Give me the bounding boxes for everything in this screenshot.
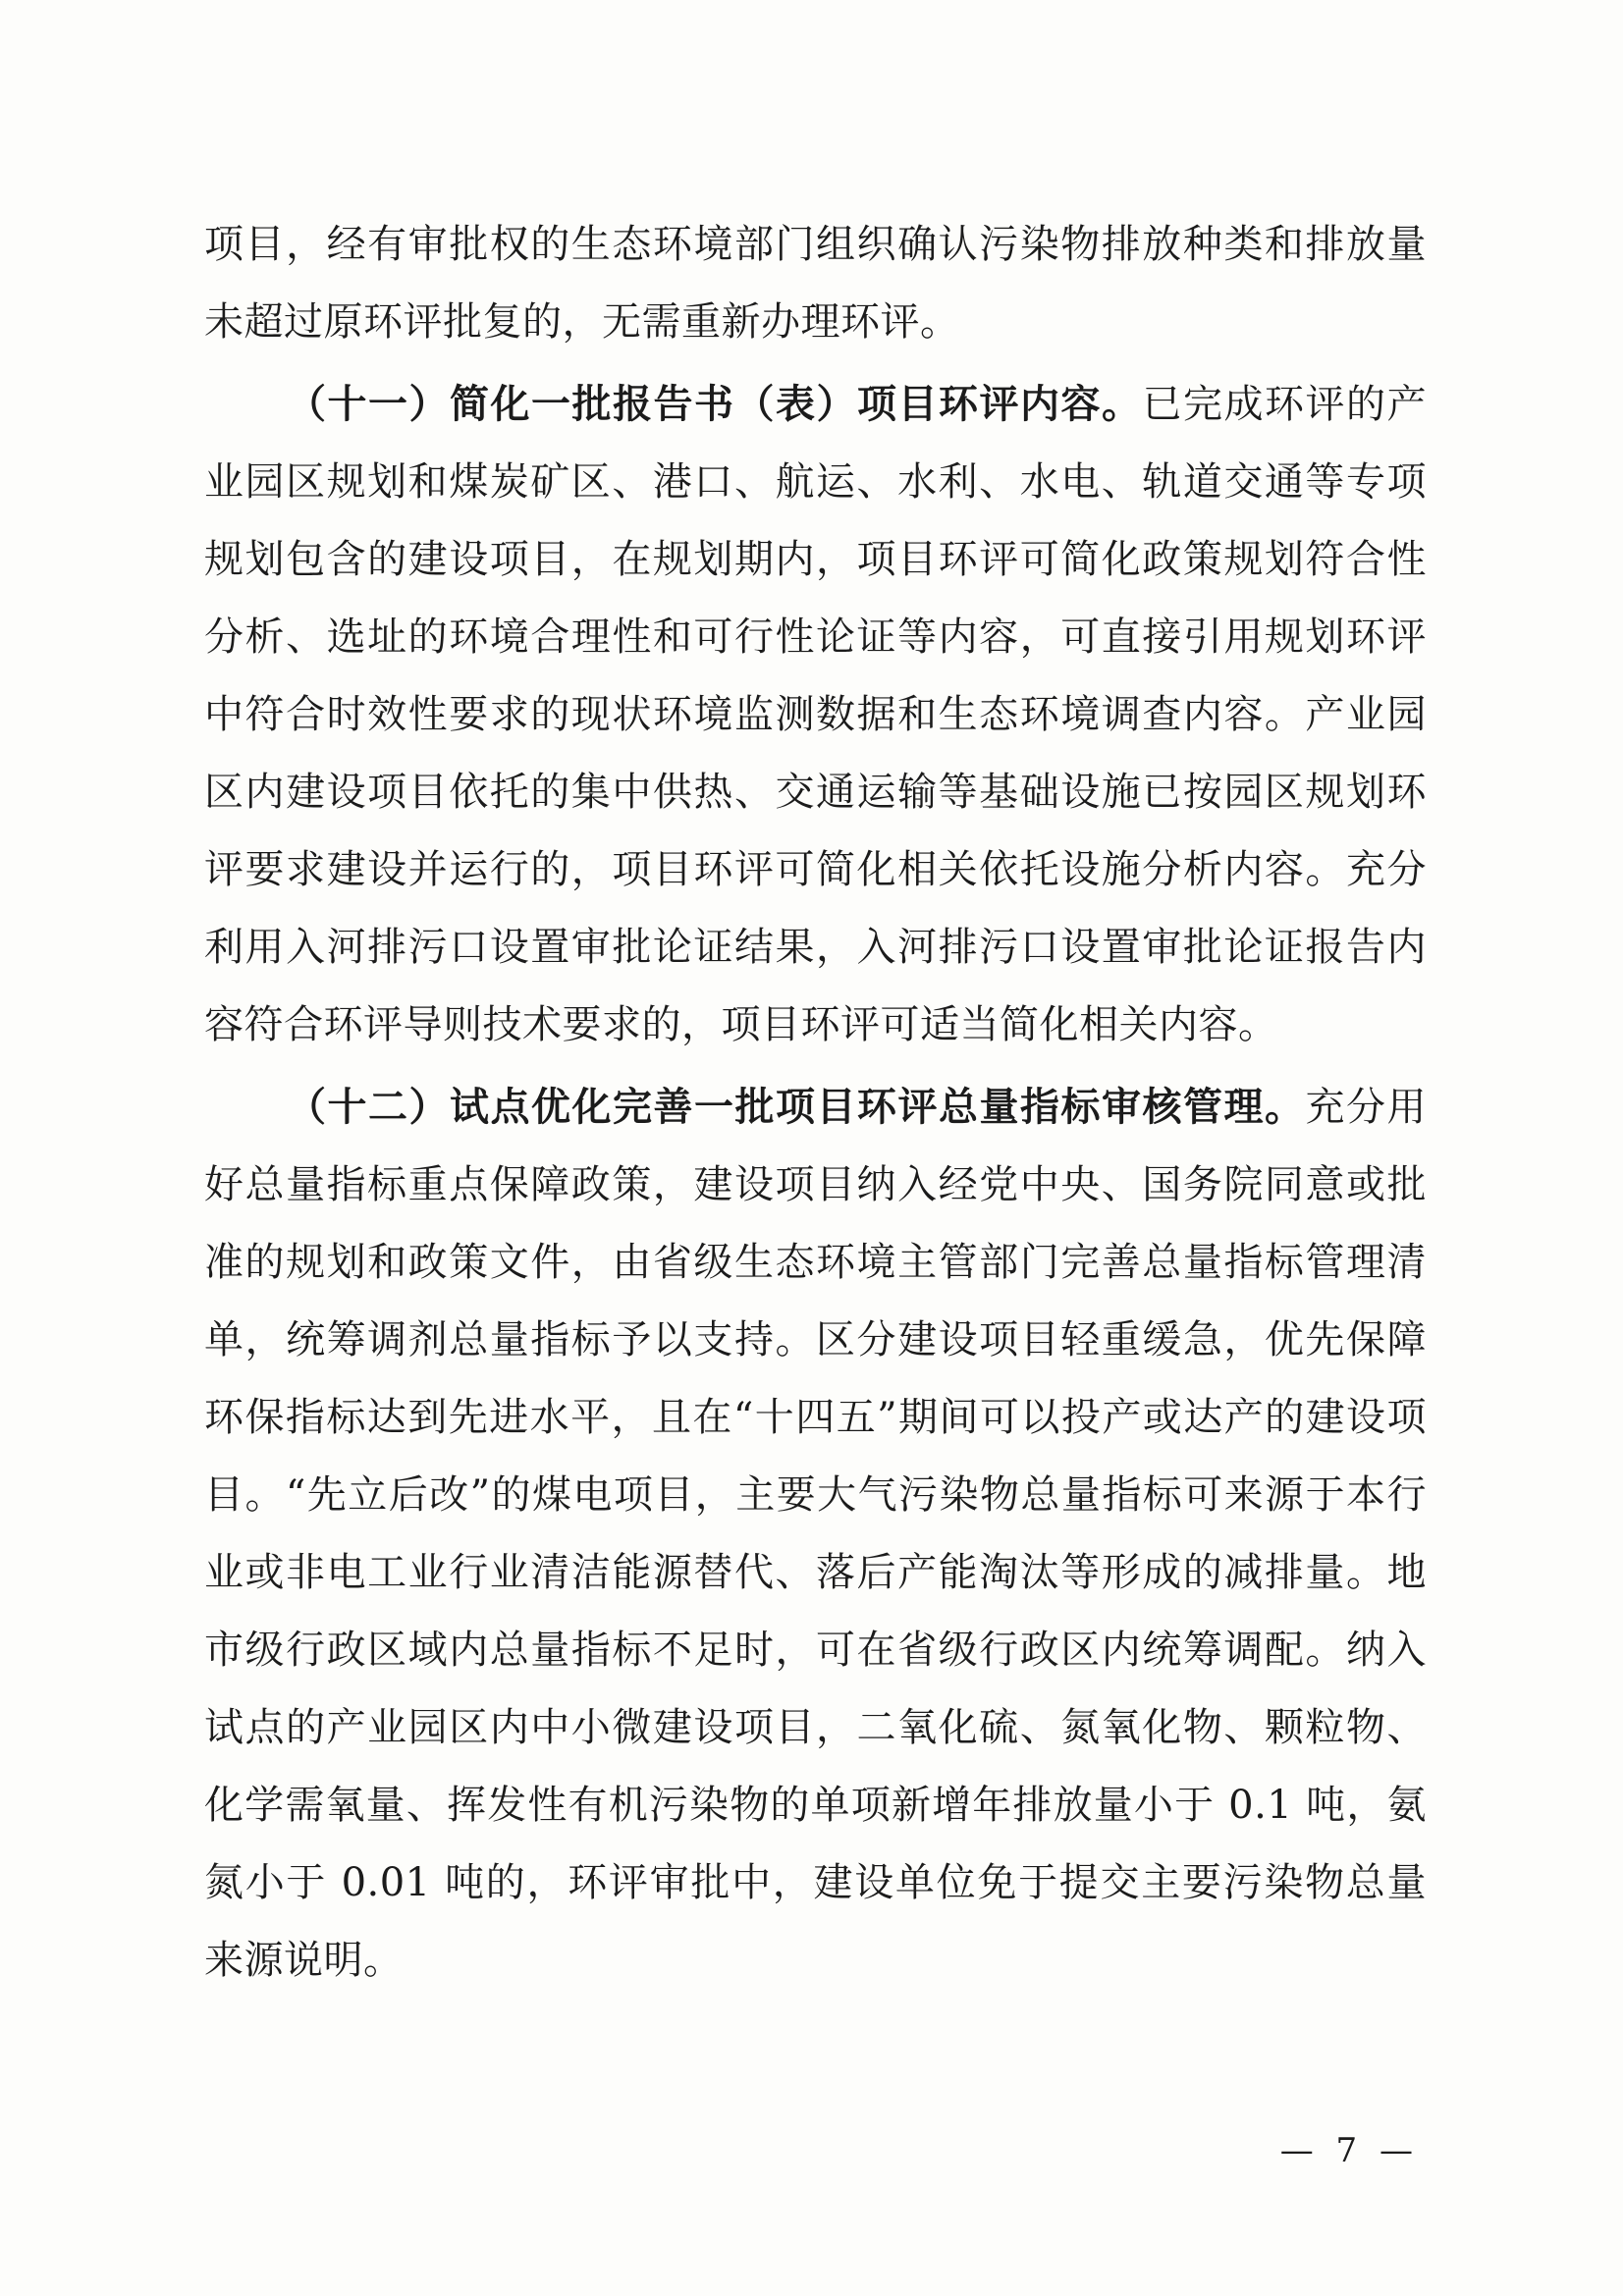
paragraph-item-eleven xyxy=(204,365,1427,1064)
paragraph-text: 项目，经有审批权的生态环境部门组织确认污染物排放种类和排放量未超过原环评批复的，无需重新办理环评。 xyxy=(204,222,1427,345)
paragraph-text: 充分用好总量指标重点保障政策，建设项目纳入经党中央、国务院同意或批准的规划和政策文件，由省级生态环境主管部门完善总量指标管理清单，统筹调剂总量指标予以支持。区分建设项目轻重缓急，优先保障环保指标达到先进水平，且在“十四五”期间可以投产或达产的建设项目。“先立后改”的煤电项目，主要大气污染物总量指标可来源于本行业或非电工业行业清洁能源替代、落后产能淘汰等形成的减排量。地市级行政区域内总量指标不足时，可在省级行政区内统筹调配。纳入试点的产业园区内中小微建设项目，二氧化硫、氮氧化物、颗粒物、化学需氧量、挥发性有机污染物的单项新增年排放量小于 0.1 吨，氨氮小于 0.01 吨的，环评审批中，建设单位免于提交主要污染物总量来源说明。 xyxy=(204,1085,1427,1983)
paragraph-heading: （十二）试点优化完善一批项目环评总量指标审核管理。 xyxy=(287,1084,1306,1130)
page-content xyxy=(204,206,1427,2003)
paragraph-text: 已完成环评的产业园区规划和煤炭矿区、港口、航运、水利、水电、轨道交通等专项规划包含的建设项目，在规划期内，项目环评可简化政策规划符合性分析、选址的环境合理性和可行性论证等内容，可直接引用规划环评中符合时效性要求的现状环境监测数据和生态环境调查内容。产业园区内建设项目依托的集中供热、交通运输等基础设施已按园区规划环评要求建设并运行的，项目环评可简化相关依托设施分析内容。充分利用入河排污口设置审批论证结果，入河排污口设置审批论证报告内容符合环评导则技术要求的，项目环评可适当简化相关内容。 xyxy=(204,382,1427,1047)
page-number: — 7 — xyxy=(1279,2131,1419,2170)
paragraph-item-twelve xyxy=(204,1068,1427,2000)
paragraph-heading: （十一）简化一批报告书（表）项目环评内容。 xyxy=(287,381,1143,427)
paragraph-continued xyxy=(204,206,1427,361)
